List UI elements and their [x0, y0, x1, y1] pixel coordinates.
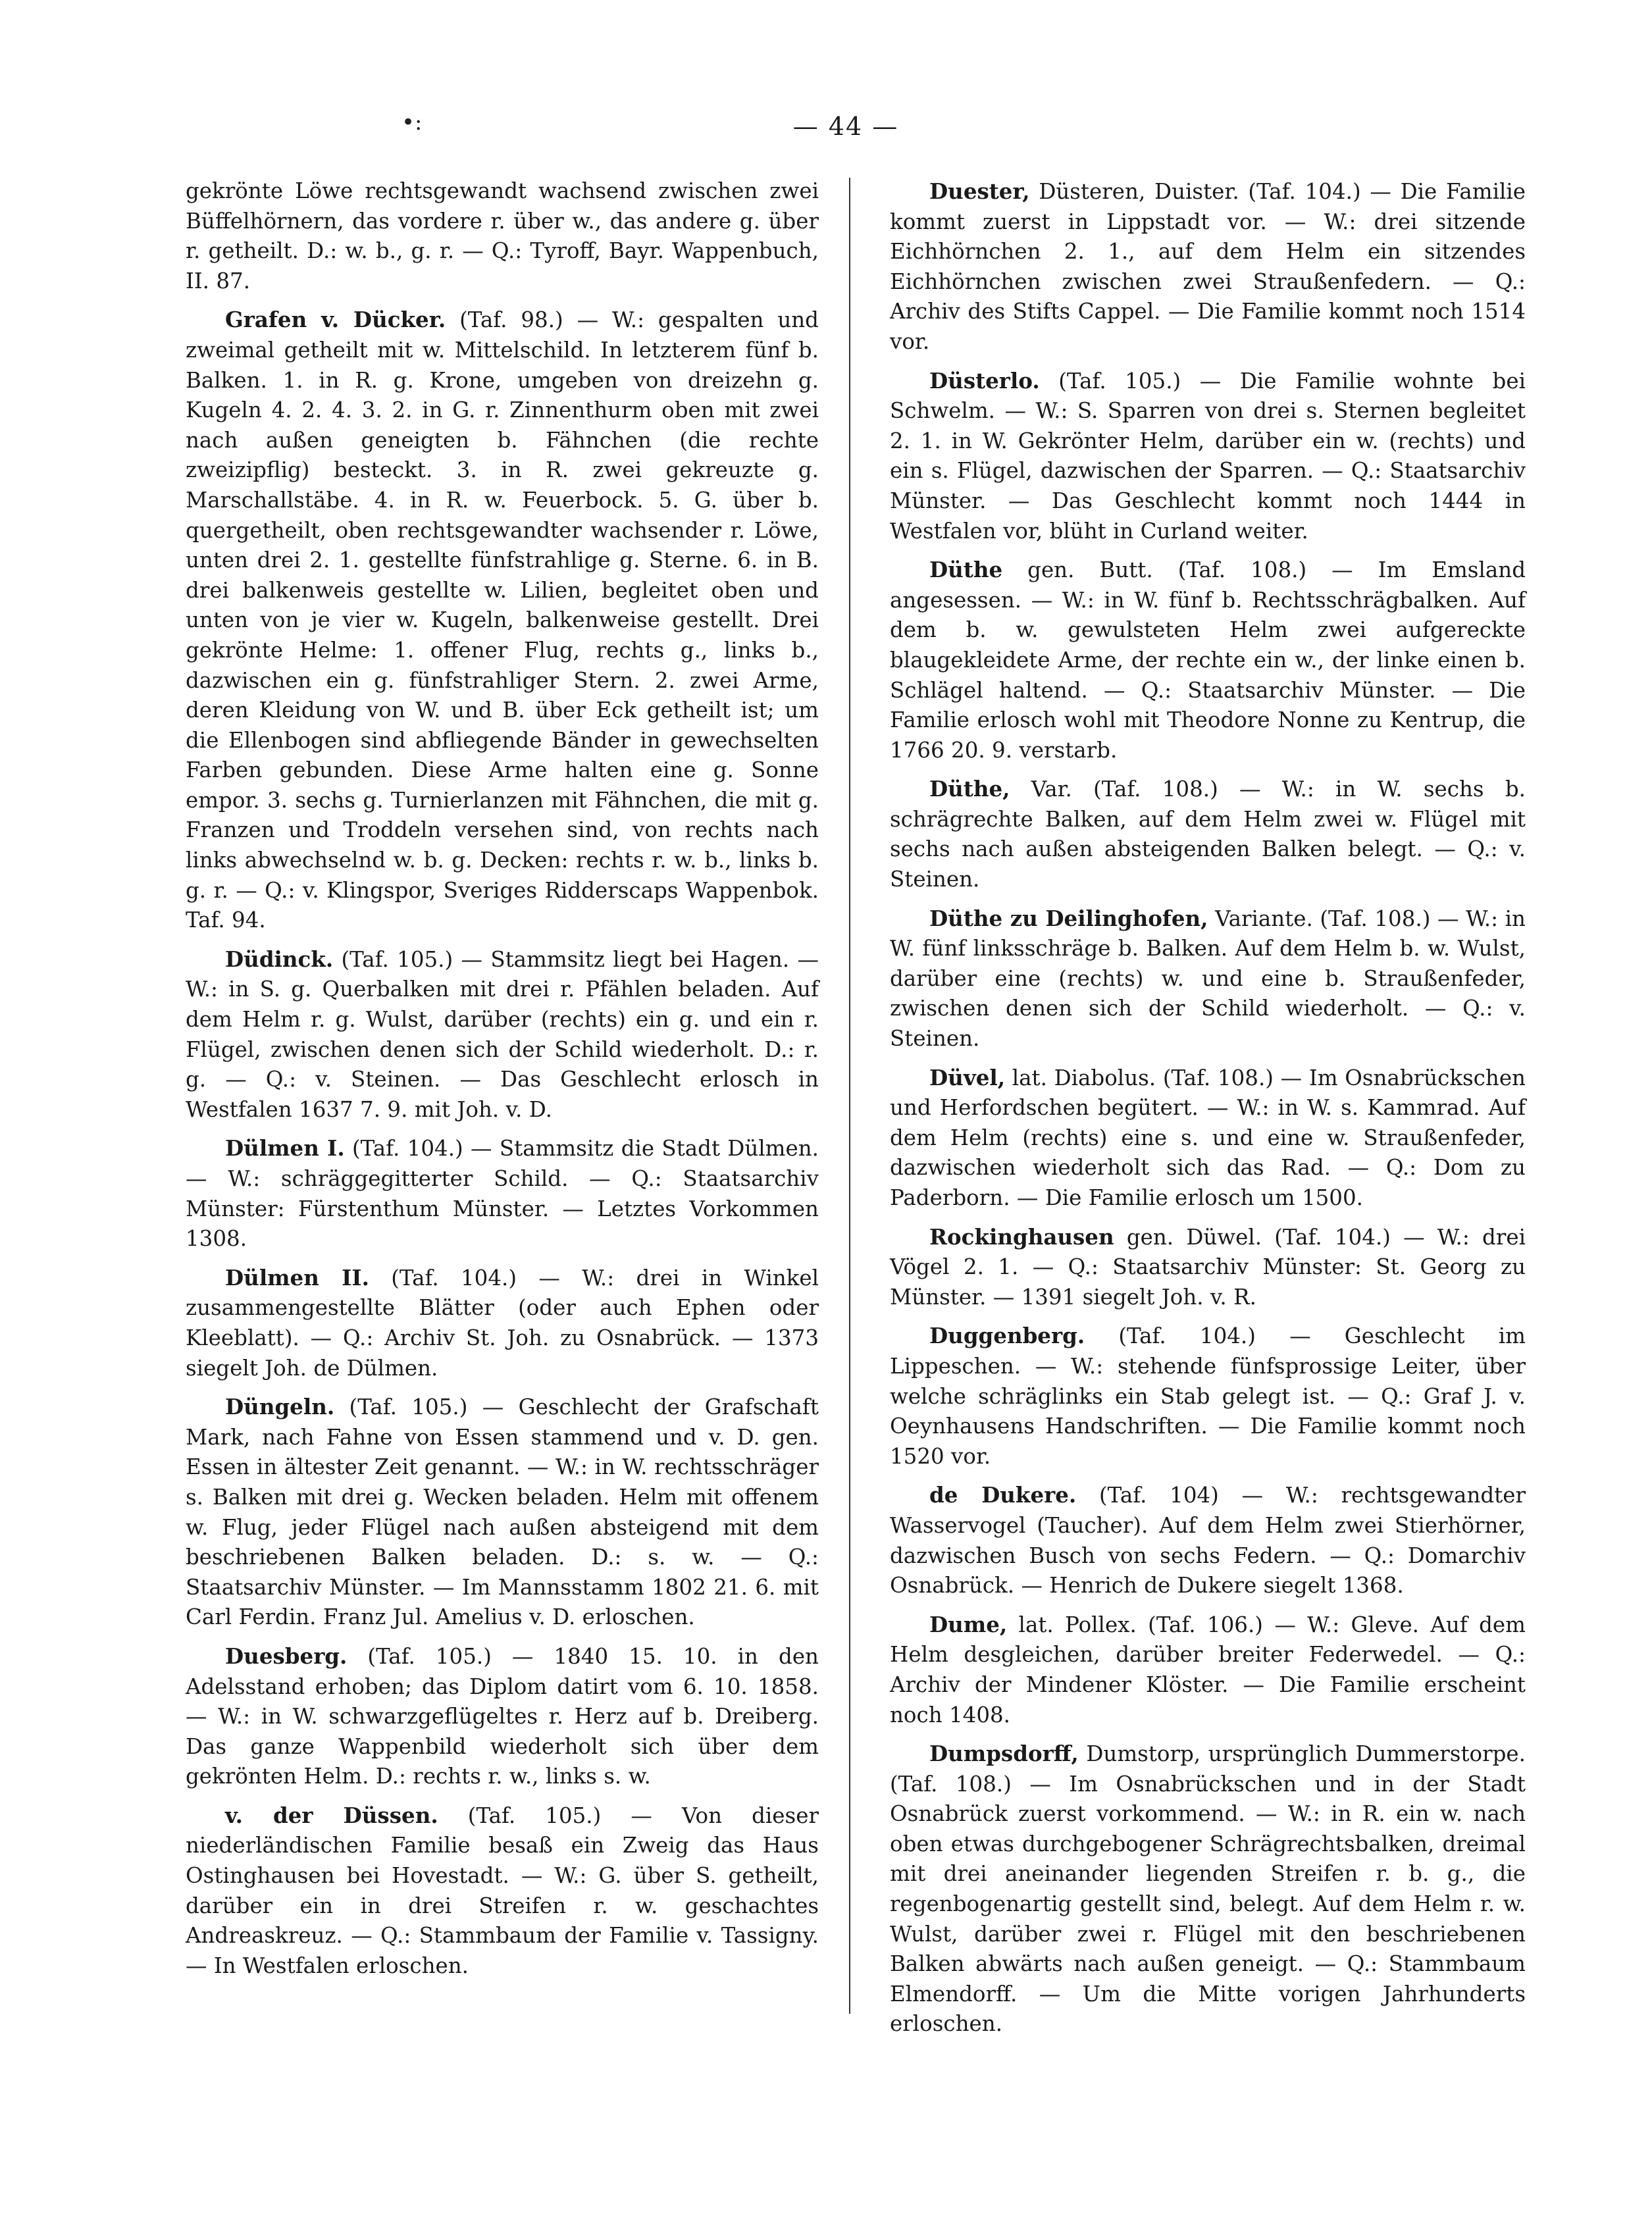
entry-headword: Duggenberg. — [929, 1323, 1085, 1349]
entry-text: Var. (Taf. 108.) — W.: in W. sechs b. schrägrechte Balken, auf dem Helm zwei w. Flügel mit sechs nach außen absteigenden Balken belegt. — Q.: v. Steinen. — [890, 777, 1526, 892]
entry-headword: Duester, — [929, 178, 1030, 204]
entry-headword: Dume, — [929, 1611, 1008, 1637]
entry-text: (Taf. 105.) — Stammsitz liegt bei Hagen. — W.: in S. g. Querbalken mit drei r. Pfählen beladen. Auf dem Helm r. g. Wulst, darüber (rechts) ein g. und ein r. Flügel, zwischen denen sich der Schild wiederholt. D.: r. g. — Q.: v. Steinen. — Das Geschlecht erlosch in Westfalen 1637 7. 9. mit Joh. v. D. — [186, 946, 819, 1122]
entry-headword: Düvel, — [929, 1064, 1006, 1090]
entry-duggenberg — [890, 1321, 1526, 1471]
entry-headword: Rockinghausen — [929, 1223, 1114, 1250]
page-number: — 44 — — [792, 112, 899, 141]
entry-text: gekrönte Löwe rechtsgewandt wachsend zwischen zwei Büffelhörnern, das vordere r. über w., das andere g. über r. getheilt. D.: w. b., g. r. — Q.: Tyroff, Bayr. Wappenbuch, II. 87. — [186, 178, 819, 294]
entry-text: (Taf. 105.) — Von dieser niederländischen Familie besaß ein Zweig das Haus Ostinghausen bei Hovestadt. — W.: G. über S. getheilt, darüber ein in drei Streifen r. w. geschachtes Andreaskreuz. — Q.: Stammbaum der Familie v. Tassigny. — In Westfalen erloschen. — [186, 1803, 819, 1978]
entry-duethe3 — [890, 904, 1526, 1054]
entry-duelmen1 — [186, 1133, 819, 1254]
entry-text: Variante. (Taf. 108.) — W.: in W. fünf linksschräge b. Balken. Auf dem Helm b. w. Wulst, darüber eine (rechts) w. und eine b. Straußenfeder, zwischen denen sich der Schild wiederholt. — Q.: v. Steinen. — [890, 906, 1526, 1052]
entry-headword: Dumpsdorff, — [929, 1741, 1079, 1767]
entry-text: (Taf. 104.) — Geschlecht im Lippeschen. — W.: stehende fünfsprossige Leiter, über welche schräglinks ein Stab gelegt ist. — Q.: Graf J. v. Oeynhausens Handschriften. — Die Familie kommt noch 1520 vor. — [890, 1323, 1526, 1469]
entry-headword: v. der Düssen. — [225, 1802, 438, 1828]
entry-text: lat. Diabolus. (Taf. 108.) — Im Osnabrückschen und Herfordschen begütert. — W.: in W. s. Kammrad. Auf dem Helm (rechts) eine s. und eine w. Straußenfeder, dazwischen wiederholt sich das Rad. — Q.: Dom zu Paderborn. — Die Familie erlosch um 1500. — [890, 1065, 1526, 1210]
entry-headword: Düthe zu Deilinghofen, — [929, 905, 1208, 931]
entry-headword: Duesberg. — [225, 1643, 348, 1669]
entry-duecker — [186, 305, 819, 935]
entry-text: Düsteren, Duister. (Taf. 104.) — Die Familie kommt zuerst in Lippstadt vor. — W.: drei sitzende Eichhörnchen 2. 1., auf dem Helm ein sitzendes Eichhörnchen zwischen zwei Straußenfedern. — Q.: Archiv des Stifts Cappel. — Die Familie kommt noch 1514 vor. — [890, 179, 1526, 354]
entry-duester — [890, 176, 1526, 357]
entry-cont — [186, 176, 819, 296]
entry-headword: Düsterlo. — [929, 367, 1040, 394]
entry-headword: Düthe — [929, 557, 1003, 583]
entry-duesberg — [186, 1641, 819, 1792]
entry-headword: de Dukere. — [929, 1482, 1077, 1508]
entry-text: (Taf. 104.) — Stammsitz die Stadt Dülmen. — W.: schräggegitterter Schild. — Q.: Staatsarchiv Münster: Fürstenthum Münster. — Letztes Vorkommen 1308. — [186, 1136, 819, 1252]
entry-headword: Grafen v. Dücker. — [225, 307, 446, 333]
entry-text: (Taf. 104.) — W.: drei in Winkel zusammengestellte Blätter (oder auch Ephen oder Kleeblatt). — Q.: Archiv St. Joh. zu Osnabrück. — 1373 siegelt Joh. de Dülmen. — [186, 1265, 819, 1381]
entry-text: Dumstorp, ursprünglich Dummerstorpe. (Taf. 108.) — Im Osnabrückschen und in der Stadt Osnabrück zuerst vorkommend. — W.: in R. ein w. nach oben etwas durchgebogener Schrägrechtsbalken, dreimal mit drei aneinander liegenden Streifen r. b. g., die regenbogenartig gestellt sind, belegt. Auf dem Helm r. w. Wulst, darüber zwei r. Flügel mit den beschriebenen Balken abwärts nach außen geneigt. — Q.: Stammbaum Elmendorff. — Um die Mitte vorigen Jahrhunderts erloschen. — [890, 1741, 1526, 2037]
entry-text: (Taf. 105.) — 1840 15. 10. in den Adelsstand erhoben; das Diplom datirt vom 6. 10. 1858. — W.: in W. schwarzgeflügeltes r. Herz auf b. Dreiberg. Das ganze Wappenbild wiederholt sich über dem gekrönten Helm. D.: rechts r. w., links s. w. — [186, 1643, 819, 1789]
entry-text: gen. Butt. (Taf. 108.) — Im Emsland angesessen. — W.: in W. fünf b. Rechtsschrägbalken. Auf dem b. w. gewulsteten Helm zwei aufgereckte blaugekleidete Arme, der rechte ein w., der linke einen b. Schlägel haltend. — Q.: Staatsarchiv Münster. — Die Familie erlosch wohl mit Theodore Nonne zu Kentrup, die 1766 20. 9. verstarb. — [890, 557, 1526, 763]
entry-duelmen2 — [186, 1263, 819, 1383]
entry-rockinghausen — [890, 1222, 1526, 1313]
entry-duesterlo — [890, 366, 1526, 547]
entry-headword: Dülmen I. — [225, 1135, 345, 1162]
entry-dukere — [890, 1480, 1526, 1600]
entry-duedinck — [186, 944, 819, 1125]
entry-duessen — [186, 1801, 819, 1982]
entry-text: (Taf. 105.) — Die Familie wohnte bei Schwelm. — W.: S. Sparren von drei s. Sternen begleitet 2. 1. in W. Gekrönter Helm, darüber ein w. (rechts) und ein s. Flügel, dazwischen der Sparren. — Q.: Staatsarchiv Münster. — Das Geschlecht kommt noch 1444 in Westfalen vor, blüht in Curland weiter. — [890, 368, 1526, 544]
entry-headword: Düngeln. — [225, 1394, 335, 1420]
entry-text: (Taf. 105.) — Geschlecht der Grafschaft Mark, nach Fahne von Essen stammend und v. D. gen. Essen in ältester Zeit genannt. — W.: in W. rechtsschräger s. Balken mit drei g. Wecken beladen. Helm mit offenem w. Flug, jeder Flügel nach außen absteigend mit dem beschriebenen Balken beladen. D.: s. w. — Q.: Staatsarchiv Münster. — Im Mannsstamm 1802 21. 6. mit Carl Ferdin. Franz Jul. Amelius v. D. erloschen. — [186, 1394, 819, 1630]
right-column — [890, 176, 1526, 2048]
entry-headword: Düdinck. — [225, 946, 334, 972]
entry-duethe2 — [890, 774, 1526, 894]
entry-headword: Düthe, — [929, 776, 1010, 802]
entry-headword: Dülmen II. — [225, 1264, 369, 1291]
entry-duengeln — [186, 1392, 819, 1633]
entry-text: (Taf. 104) — W.: rechtsgewandter Wasservogel (Taucher). Auf dem Helm zwei Stierhörner, dazwischen Busch von sechs Federn. — Q.: Domarchiv Osnabrück. — Henrich de Dukere siegelt 1368. — [890, 1483, 1526, 1598]
entry-text: gen. Düwel. (Taf. 104.) — W.: drei Vögel 2. 1. — Q.: Staatsarchiv Münster: St. Georg zu Münster. — 1391 siegelt Joh. v. R. — [890, 1224, 1526, 1310]
entry-text: lat. Pollex. (Taf. 106.) — W.: Gleve. Auf dem Helm desgleichen, darüber breiter Federwedel. — Q.: Archiv der Mindener Klöster. — Die Familie erscheint noch 1408. — [890, 1612, 1526, 1727]
entry-text: (Taf. 98.) — W.: gespalten und zweimal getheilt mit w. Mittelschild. In letzterem fünf b. Balken. 1. in R. g. Krone, umgeben von dreizehn g. Kugeln 4. 2. 4. 3. 2. in G. r. Zinnenthurm oben mit zwei nach außen geneigten b. Fähnchen (die rechte zweizipflig) besteckt. 3. in R. zwei gekreuzte g. Marschallstäbe. 4. in R. w. Feuerbock. 5. G. über b. quergetheilt, oben rechtsgewandter wachsender r. Löwe, unten drei 2. 1. gestellte fünfstrahlige g. Sterne. 6. in B. drei balkenweis gestellte w. Lilien, begleitet oben und unten von je vier w. Kugeln, balkenweise gestellt. Drei gekrönte Helme: 1. offener Flug, rechts g., links b., dazwischen ein g. fünfstrahliger Stern. 2. zwei Arme, deren Kleidung von W. und B. über Eck getheilt ist; um die Ellenbogen sind abfliegende Bänder in gewechselten Farben gebunden. Diese Arme halten eine g. Sonne empor. 3. sechs g. Turnierlanzen mit Fähnchen, die mit g. Franzen und Troddeln versehen sind, von rechts nach links abwechselnd w. b. g. Decken: rechts r. w. b., links b. g. r. — Q.: v. Klingspor, Sveriges Ridderscaps Wappenbok. Taf. 94. — [186, 307, 819, 933]
page-speck: •: — [401, 109, 423, 136]
entry-duethe1 — [890, 555, 1526, 765]
column-divider — [849, 178, 850, 2014]
left-column — [186, 176, 819, 1989]
entry-dume — [890, 1610, 1526, 1730]
entry-dumpsdorff — [890, 1739, 1526, 2039]
entry-duevel — [890, 1063, 1526, 1214]
